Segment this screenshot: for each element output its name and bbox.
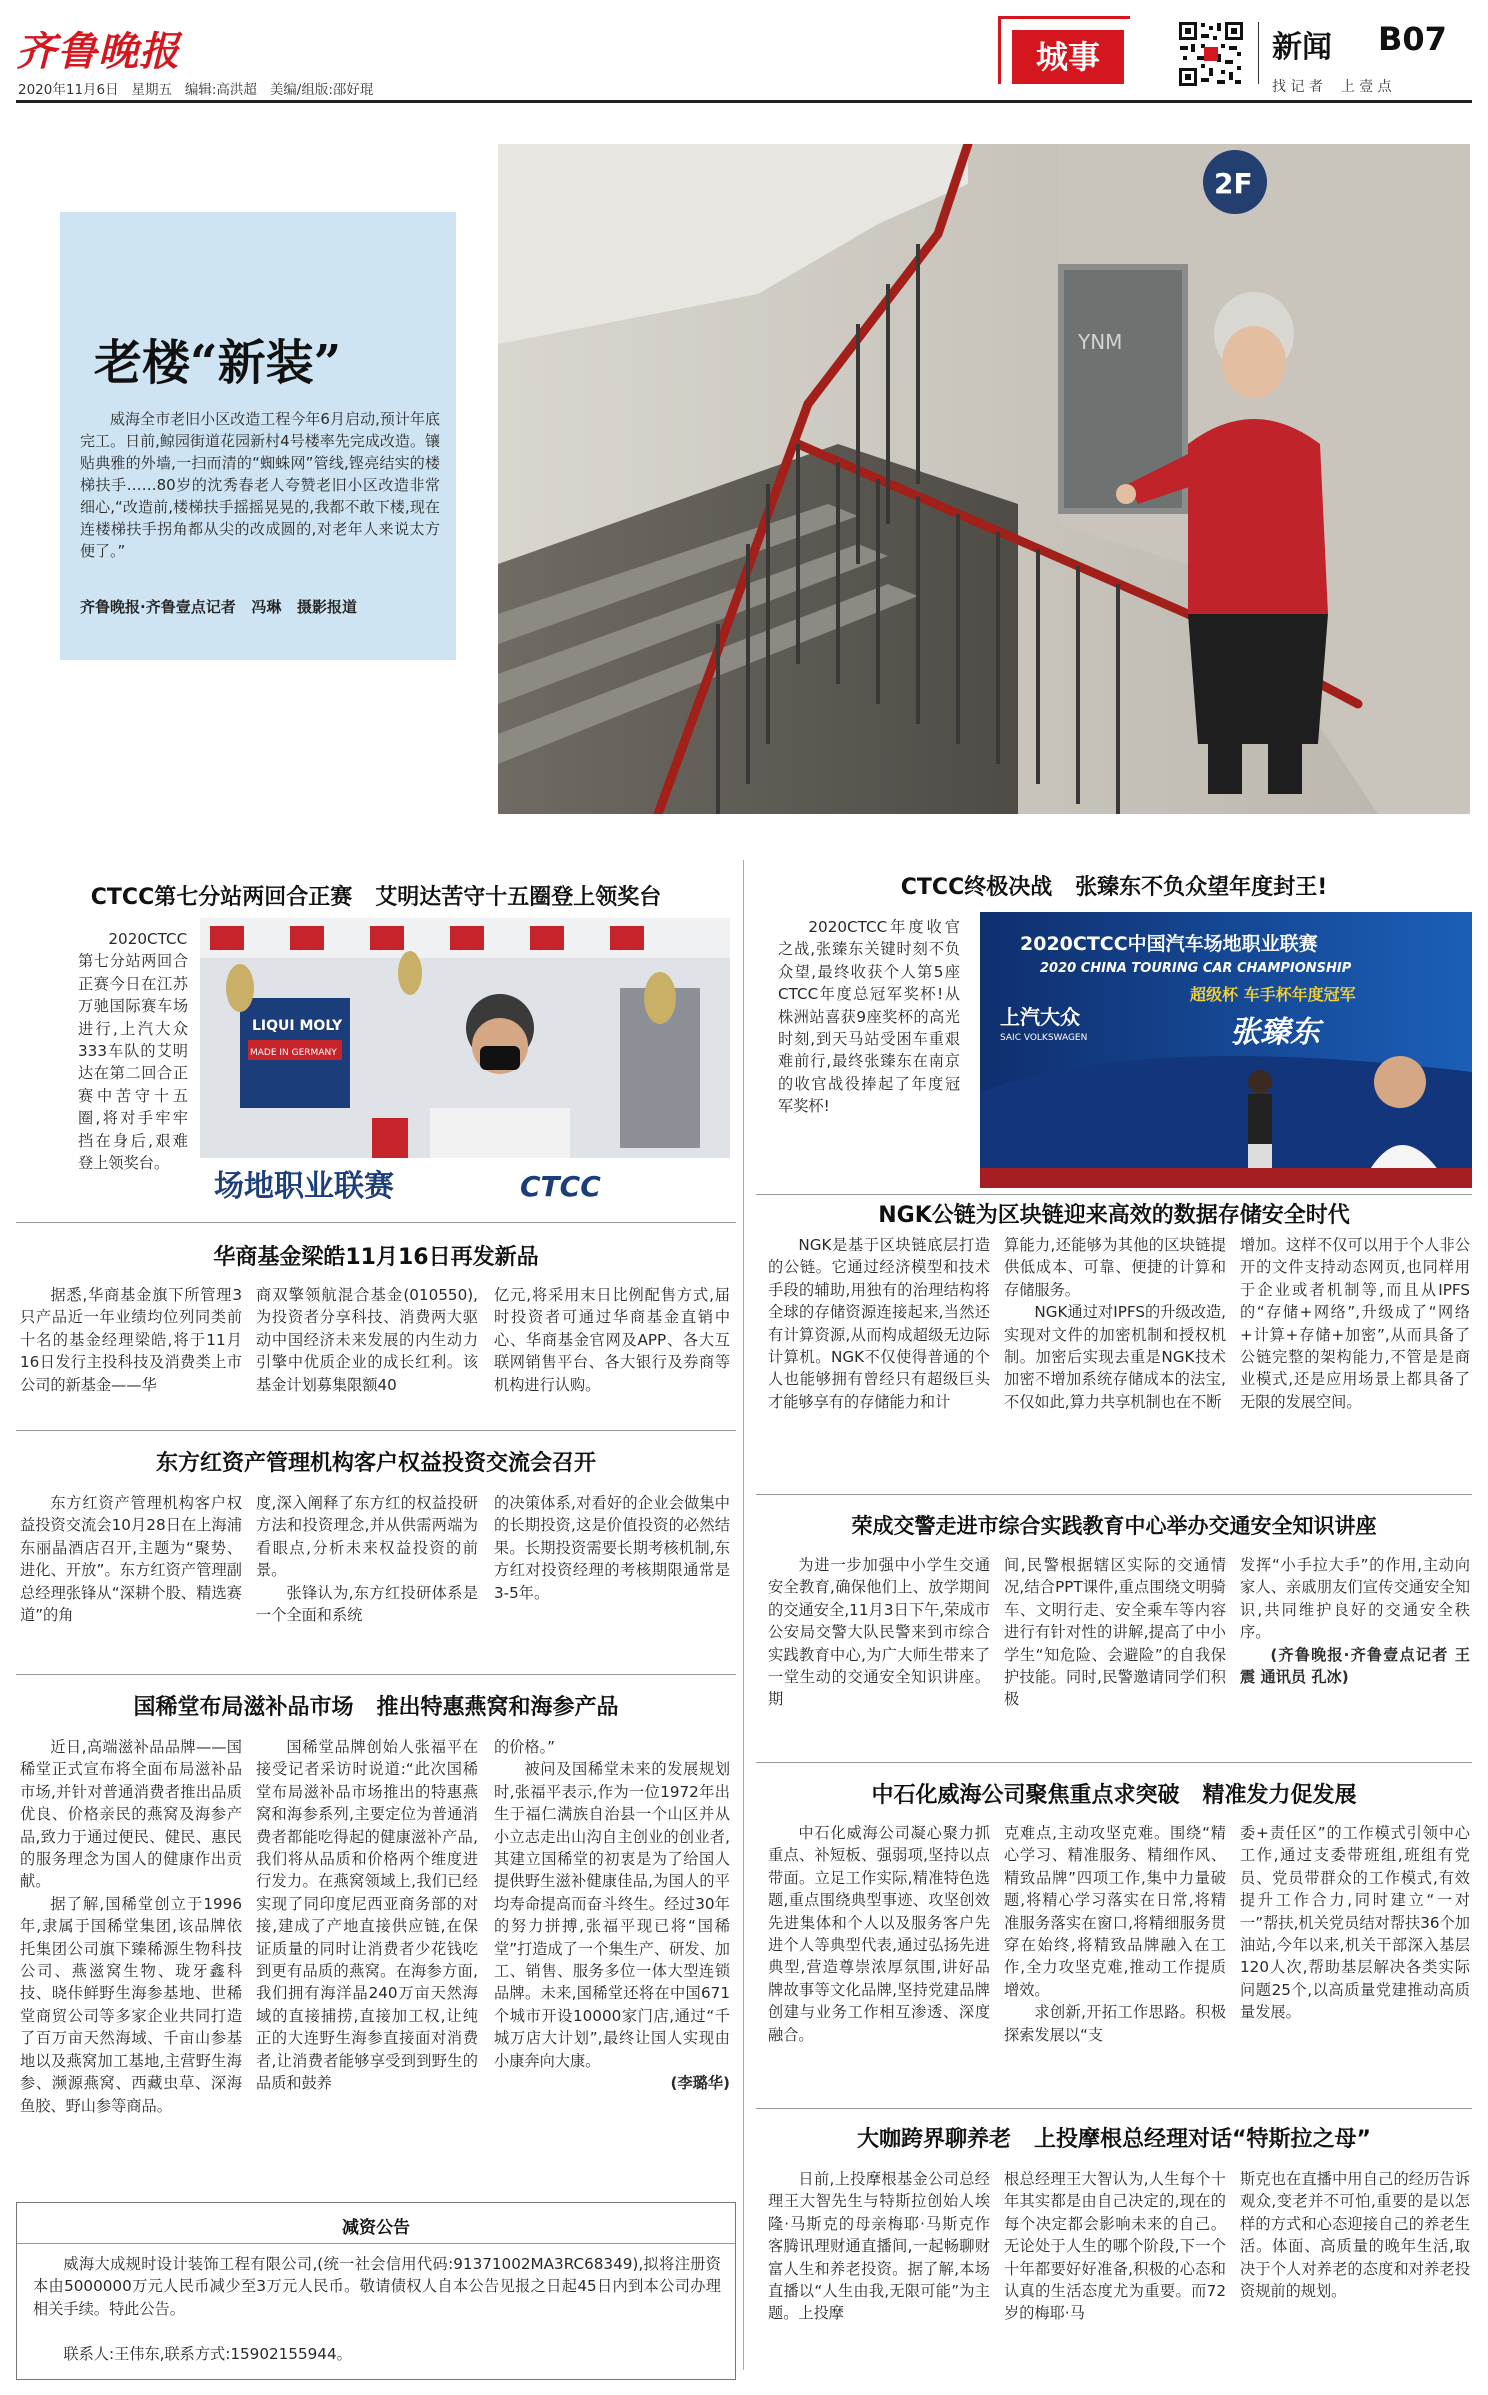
ngk-headline: NGK公链为区块链迎来高效的数据存储安全时代 <box>878 1203 1350 1228</box>
ctcc1-photo-banner: 场地职业联赛 <box>214 1169 394 1204</box>
qr-code <box>1177 20 1245 88</box>
notice-title: 减资公告 <box>342 2218 410 2238</box>
dongfang-col2 <box>256 1492 478 1626</box>
main-column-divider <box>743 860 744 2370</box>
ctcc1-headline: CTCC第七分站两回合正赛 艾明达苦守十五圈登上领奖台 <box>90 885 662 910</box>
rule-taikang <box>756 2108 1472 2109</box>
huashang-headline: 华商基金梁皓11月16日再发新品 <box>213 1245 539 1270</box>
ctcc1-photo-logo: CTCC <box>520 1170 601 1203</box>
section-tag-label: 城事 <box>1012 30 1124 84</box>
door-number: YNM <box>1078 330 1123 354</box>
rule-ngk <box>756 1194 1472 1195</box>
ngk-col2-a: 算能力,还能够为其他的区块链提供低成本、可靠、便捷的计算和存储服务。 <box>1004 1236 1226 1299</box>
page-number: B07 <box>1378 20 1447 58</box>
guoxi-headline: 国稀堂布局滋补品市场 推出特惠燕窝和海参产品 <box>133 1695 619 1720</box>
feature-photo <box>498 144 1470 814</box>
feature-text-box <box>60 212 456 660</box>
editor-credit: 编辑:高洪超 <box>184 82 257 98</box>
screen-team: 上汽大众 <box>1000 1005 1080 1029</box>
rongcheng-col3-b: (齐鲁晚报·齐鲁壹点记者 王震 通讯员 孔冰) <box>1240 1645 1470 1687</box>
screen-champion-name: 张臻东 <box>1230 1015 1320 1050</box>
issue-date: 2020年11月6日 <box>18 82 119 98</box>
sponsor-logo: LIQUI MOLY <box>252 1018 343 1034</box>
ctcc2-photo <box>980 912 1472 1188</box>
masthead-info <box>18 78 373 98</box>
taikang-col2: 根总经理王大智认为,人生每个十年其实都是由自己决定的,现在的每个决定都会影响未来的自己。无论处于人生的哪个阶段,下一个十年都要好好准备,积极的心态和认真的生活态度尤为重要。而72岁的梅耶·马 <box>1004 2170 1226 2323</box>
dongfang-col1: 东方红资产管理机构客户权益投资交流会10月28日在上海浦东丽晶酒店召开,主题为“聚势、进化、开放”。东方红资产管理副总经理张锋从“深耕个股、精选赛道”的角 <box>20 1494 242 1625</box>
guoxi-col2: 国稀堂品牌创始人张福平在接受记者采访时说道:“此次国稀堂布局滋补品市场推出的特惠燕窝和海参系列,主要定位为普通消费者都能吃得起的健康滋补产品,我们将从品质和价格两个维度进行发力。在燕窝领域上,我们已经实现了同印度尼西亚商务部的对接,建成了产地直接供应链,在保证质量的同时让消费者少花钱吃到更有品质的燕窝。在海参方面,我们拥有海洋晶240万亩天然海域的直接捕捞,直接加工权,让纯正的大连野生海参直接面对消费者,让消费者能够享受到到野生的品质和鼓养 <box>256 1738 478 2093</box>
rule-guoxi <box>16 1674 736 1675</box>
rongcheng-col2: 间,民警根据辖区实际的交通情况,结合PPT课件,重点围绕文明骑车、文明行走、安全乘车等内容进行有针对性的讲解,提高了中小学生“知危险、会避险”的自我保护技能。同时,民警邀请同学们积极 <box>1004 1556 1226 1709</box>
rule-sinopec <box>756 1762 1472 1763</box>
section-name: 新闻 <box>1272 30 1332 65</box>
huashang-col1: 据悉,华商基金旗下所管理3只产品近一年业绩均位列同类前十名的基金经理梁皓,将于11月16日发行主投科技及消费类上市公司的新基金——华 <box>20 1286 242 1394</box>
notice-box <box>16 2202 736 2380</box>
ctcc1-photo <box>200 918 730 1208</box>
rongcheng-col1: 为进一步加强中小学生交通安全教育,确保他们上、放学期间的交通安全,11月3日下午,荣成市公安局交警大队民警来到市综合实践教育中心,为广大师生带来了一堂生动的交通安全知识讲座。期 <box>768 1556 990 1709</box>
masthead-rule <box>16 100 1472 103</box>
sinopec-col2 <box>1004 1822 1226 2046</box>
taikang-headline: 大咖跨界聊养老 上投摩根总经理对话“特斯拉之母” <box>857 2127 1371 2152</box>
rule-dongfang <box>16 1430 736 1431</box>
feature-byline: 齐鲁晚报·齐鲁壹点记者 冯琳 摄影报道 <box>80 598 358 616</box>
ctcc1-body: 2020CTCC第七分站两回合正赛今日在江苏万驰国际赛车场进行,上汽大众333车队的艾明达在第二回合正赛中苦守十五圈,将对手牢牢挡在身后,艰难登上领奖台。 <box>78 930 188 1173</box>
floor-sign: 2F <box>1214 167 1253 200</box>
feature-body: 威海全市老旧小区改造工程今年6月启动,预计年底完工。日前,鲸园街道花园新村4号楼率先完成改造。镶贴典雅的外墙,一扫而清的“蜘蛛网”管线,铿亮结实的楼梯扶手……80岁的沈秀春老人夸赞老旧小区改造非常细心,“改造前,楼梯扶手摇摇晃晃的,我都不敢下楼,现在连楼梯扶手拐角都从尖的改成圆的,对老年人来说太方便了。” <box>80 410 440 560</box>
screen-title-en: 2020 CHINA TOURING CAR CHAMPIONSHIP <box>1040 961 1352 976</box>
ngk-col2-b: NGK通过对IPFS的升级改造,实现对文件的加密机制和授权机制。加密后实现去重是NGK技术加密不增加系统存储成本的法宝,不仅如此,算力共享机制也在不断 <box>1004 1303 1226 1411</box>
ngk-col3: 增加。这样不仅可以用于个人非公开的文件支持动态网页,也同样用于企业或者机制等,而且从IPFS的“存储+网络”,升级成了“网络+计算+存储+加密”,从而具备了公链完整的架构能力,不管是是商业模式,还是应用场景上都具备了无限的发展空间。 <box>1240 1236 1470 1411</box>
rule-huashang <box>16 1222 736 1223</box>
guoxi-col1-b: 据了解,国稀堂创立于1996年,隶属于国稀堂集团,该品牌依托集团公司旗下臻稀源生物科技公司、燕滋窝生物、珑牙鑫科技、晓佧鲜野生海参基地、世稀堂商贸公司等多家企业共同打造了百万亩天然海域、千亩山参基地以及燕窝加工基地,主营野生海参、濒源燕窝、西藏虫草、深海鱼胶、野山参等商品。 <box>20 1894 242 2115</box>
dongfang-col2-a: 度,深入阐释了东方红的权益投研方法和投资理念,并从供需两端为看眼点,分析未来权益投资的前景。 <box>256 1494 478 1580</box>
screen-team-en: SAIC VOLKSWAGEN <box>1000 1033 1088 1043</box>
dongfang-col3: 的决策体系,对看好的企业会做集中的长期投资,这是价值投资的必然结果。长期投资需要长期考核机制,东方红对投资经理的考核期限通常是3-5年。 <box>494 1494 730 1602</box>
sinopec-col2-b: 求创新,开拓工作思路。积极探索发展以“支 <box>1004 2003 1226 2044</box>
rule-rongcheng <box>756 1494 1472 1495</box>
rongcheng-col3-a: 发挥“小手拉大手”的作用,主动向家人、亲戚朋友们宣传交通安全知识,共同维护良好的交通安全秩序。 <box>1240 1556 1470 1642</box>
sinopec-col3: 委+责任区”的工作模式引领中心工作,通过支委带班组,班组有党员、党员带群众的工作模式,有效提升工作合力,同时建立“一对一”帮扶,机关党员结对帮扶36个加油站,今年以来,机关干部深入基层120人次,帮助基层解决各类实际问题25个,以高质量党建推动高质量发展。 <box>1240 1824 1470 2022</box>
issue-weekday: 星期五 <box>131 82 172 98</box>
sponsor-sub: MADE IN GERMANY <box>250 1048 337 1058</box>
taikang-col1: 日前,上投摩根基金公司总经理王大智先生与特斯拉创始人埃隆·马斯克的母亲梅耶·马斯克作客腾讯理财通直播间,一起畅聊财富人生和养老投资。据了解,本场直播以“人生由我,无限可能”为主题。上投摩 <box>768 2170 990 2323</box>
guoxi-sign: (李璐华) <box>670 2074 730 2093</box>
feature-title: 老楼“新装” <box>94 335 342 391</box>
notice-contact: 联系人:王伟东,联系方式:15902155944。 <box>63 2345 352 2363</box>
screen-title-cn: 2020CTCC中国汽车场地职业联赛 <box>1020 933 1318 955</box>
ngk-col2 <box>1004 1234 1226 1413</box>
dongfang-col2-b: 张锋认为,东方红投研体系是一个全面和系统 <box>256 1583 478 1625</box>
ctcc2-headline: CTCC终极决战 张臻东不负众望年度封王! <box>900 875 1328 900</box>
rongcheng-headline: 荣成交警走进市综合实践教育中心举办交通安全知识讲座 <box>851 1514 1377 1538</box>
masthead-slogan: 找 记 者 上 壹 点 <box>1272 79 1392 95</box>
screen-award: 超级杯 车手杯年度冠军 <box>1190 985 1356 1004</box>
guoxi-col3-a: 的价格。” <box>494 1738 556 1756</box>
taikang-col3: 斯克也在直播中用自己的经历告诉观众,变老并不可怕,重要的是以怎样的方式和心态迎接自己的养老生活。体面、高质量的晚年生活,取决于个人对养老的态度和对养老投资规前的规划。 <box>1240 2170 1470 2301</box>
masthead-logo: 齐鲁晚报 <box>16 28 180 75</box>
huashang-col3: 亿元,将采用末日比例配售方式,届时投资者可通过华商基金直销中心、华商基金官网及APP、各大互联网销售平台、各大银行及券商等机构进行认购。 <box>494 1286 730 1394</box>
masthead-divider <box>1258 22 1259 84</box>
designer-credit: 美编/组版:邵好琨 <box>269 82 374 98</box>
sinopec-col1: 中石化威海公司凝心聚力抓重点、补短板、强弱项,坚持以点带面。立足工作实际,精准特色选题,重点围绕典型事迹、攻坚创效先进集体和个人以及服务客户先进个人等典型代表,通过弘扬先进典型,营造尊崇浓厚氛围,讲好品牌故事等文化品牌,坚持党建品牌创建与业务工作相互渗透、深度融合。 <box>768 1824 990 2044</box>
guoxi-col1-a: 近日,高端滋补品品牌——国稀堂正式宣布将全面布局滋补品市场,并针对普通消费者推出品质优良、价格亲民的燕窝及海参产品,致力于通过便民、健民、惠民的服务理念为国人的健康作出贡献。 <box>20 1738 242 1891</box>
guoxi-col3 <box>494 1736 730 2095</box>
dongfang-headline: 东方红资产管理机构客户权益投资交流会召开 <box>155 1451 596 1476</box>
ctcc2-body: 2020CTCC年度收官之战,张臻东关键时刻不负众望,最终收获个人第5座CTCC年度总冠军奖杯!从株洲站喜获9座奖杯的高光时刻,到天马站受困车重艰难前行,最终张臻东在南京的收官战役捧起了年度冠军奖杯! <box>778 918 960 1116</box>
guoxi-col3-b: 被问及国稀堂未来的发展规划时,张福平表示,作为一位1972年出生于福仁满族自治县一个山区并从小立志走出山沟自主创业的创业者,其建立国稀堂的初衷是为了给国人提供野生滋补健康佳品,为国人的平均寿命提高而奋斗终生。经过30年的努力拼搏,张福平现已将“国稀堂”打造成了一个集生产、研发、加工、销售、服务多位一体大型连锁品牌。未来,国稀堂还将在中国671个城市开设10000家门店,通过“千城万店大计划”,最终让国人实现由小康奔向大康。 <box>494 1760 730 2070</box>
notice-body: 威海大成规时设计装饰工程有限公司,(统一社会信用代码:91371002MA3RC68349),拟将注册资本由5000000万元人民币减少至3万元人民币。敬请债权人自本公告见报之日起45日内到本公司办理相关手续。特此公告。 <box>33 2255 721 2318</box>
sinopec-col2-a: 克难点,主动攻坚克难。围绕“精心学习、精准服务、精细作风、精致品牌”四项工作,集中力量破题,将精心学习落实在日常,将精准服务落实在窗口,将精细服务贯穿在始终,将精致品牌融入在工作,全力攻坚克难,推动工作提质增效。 <box>1004 1824 1226 1999</box>
notice-title-rule <box>17 2243 735 2244</box>
ngk-col1: NGK是基于区块链底层打造的公链。它通过经济模型和技术手段的辅助,用独有的治理结构将全球的存储资源连接起来,当然还有计算资源,从而构成超级无边际计算机。NGK不仅使得普通的个人也能够拥有曾经只有超级巨头才能够享有的存储能力和计 <box>768 1236 990 1411</box>
rongcheng-col3 <box>1240 1554 1470 1688</box>
huashang-col2: 商双擎领航混合基金(010550),为投资者分享科技、消费两大驱动中国经济未来发展的内生动力引擎中优质企业的成长红利。该基金计划募集限额40 <box>256 1286 478 1394</box>
guoxi-col1 <box>20 1736 242 2117</box>
sinopec-headline: 中石化威海公司聚焦重点求突破 精准发力促发展 <box>871 1783 1357 1808</box>
